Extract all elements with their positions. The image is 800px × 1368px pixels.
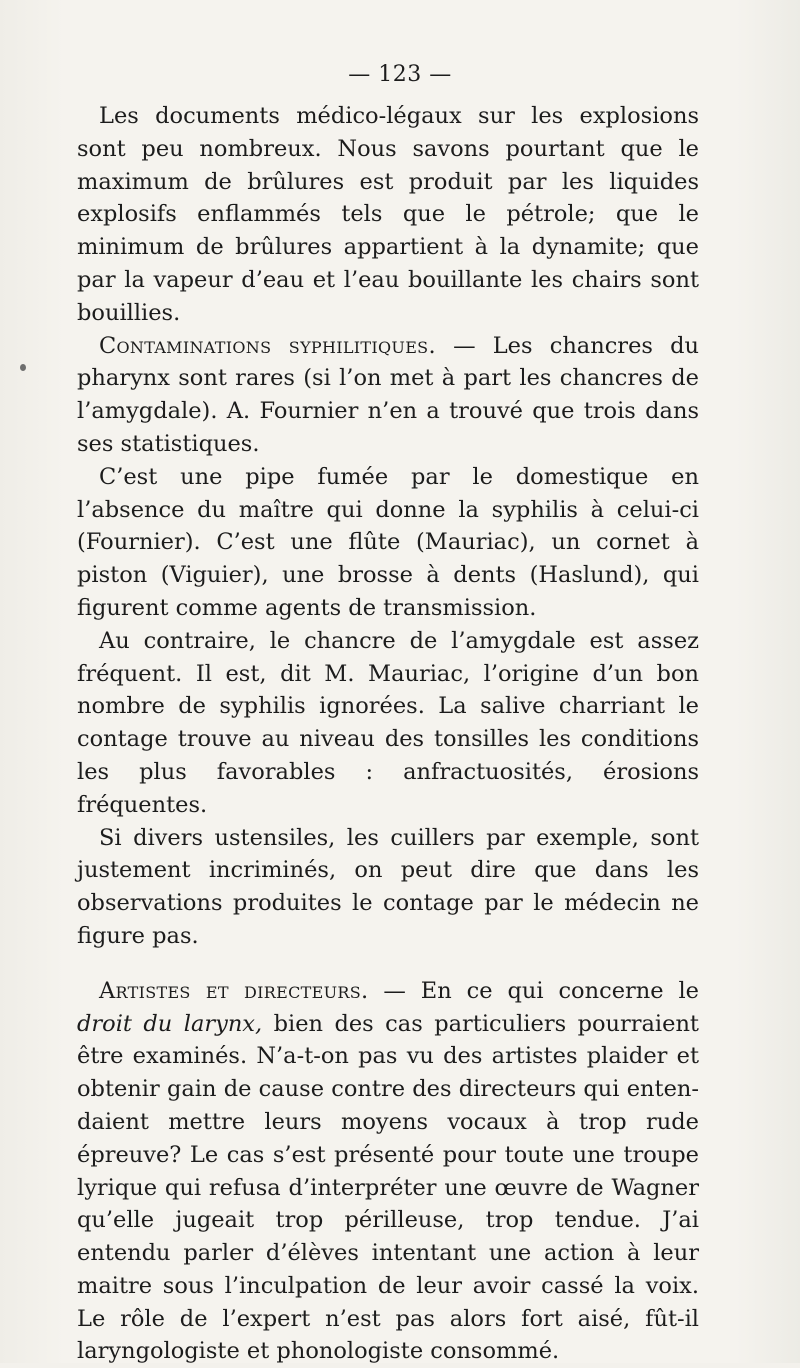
paragraph-explosions: Les documents médico-légaux sur les explosions sont peu nombreux. Nous savons pourtant que le maximum de brûlures est produit par les liquides explosifs enflammés tels que le pétrole; que le minimum de brûlures appartient à la dynamite; que par la vapeur d’eau et l’eau bouillante les chairs sont bouillies. (77, 103, 699, 326)
paragraph-ustensiles: Si divers ustensiles, les cuillers par exemple, sont justement incriminés, on peut dire que dans les observations produites le contage par le médecin ne figure pas. (77, 824, 699, 949)
page-number: — 123 — (348, 62, 452, 87)
section-heading-contaminations: Contaminations syphilitiques. (99, 332, 436, 359)
paragraph-artistes-text-b: bien des cas particuliers pourraient être examinés. N’a-t-on pas vu des artistes plaider et obtenir gain de cause contre des directeurs qui entendaient mettre leurs moyens vocaux à trop rude épreuve? Le cas s’est présenté pour toute une troupe lyrique qui refusa d’interpréter une œuvre de Wagner qu’elle jugeait trop périlleuse, trop tendue. J’ai entendu parler d’élèves intentant une action à leur maitre sous l’inculpation de leur avoir cassé la voix. Le rôle de l’expert n’est pas alors fort aisé, fût-il laryngologiste et phonologiste consommé. (77, 1010, 699, 1365)
paragraph-amygdale: Au contraire, le chancre de l’amygdale est assez fréquent. Il est, dit M. Mauriac, l’origine d’un bon nombre de syphilis ignorées. La salive charriant le contage trouve au niveau des tonsilles les conditions les plus favorables : anfractuosités, érosions fréquentes. (77, 627, 699, 818)
paragraph-pipe: C’est une pipe fumée par le domestique en l’absence du maître qui donne la syphilis à celui-ci (Fournier). C’est une flûte (Mauriac), un cornet à piston (Viguier), une brosse à dents (Haslund), qui figurent comme agents de transmission. (77, 463, 699, 621)
body-text (77, 100, 699, 1368)
paragraph-contaminations-text: — Les chancres du pharynx sont rares (si l’on met à part les chancres de l’amygdale). A. Fournier n’en a trouvé que trois dans ses statistiques. (77, 332, 699, 457)
ink-speck (20, 364, 26, 371)
paragraph-artistes-italic: droit du larynx, (77, 1010, 263, 1037)
section-heading-artistes: Artistes et directeurs. (99, 977, 369, 1004)
paragraph-contaminations (77, 330, 699, 461)
paragraph-artistes-text-a: — En ce qui concerne le (368, 977, 699, 1004)
paragraph-artistes (77, 975, 699, 1368)
